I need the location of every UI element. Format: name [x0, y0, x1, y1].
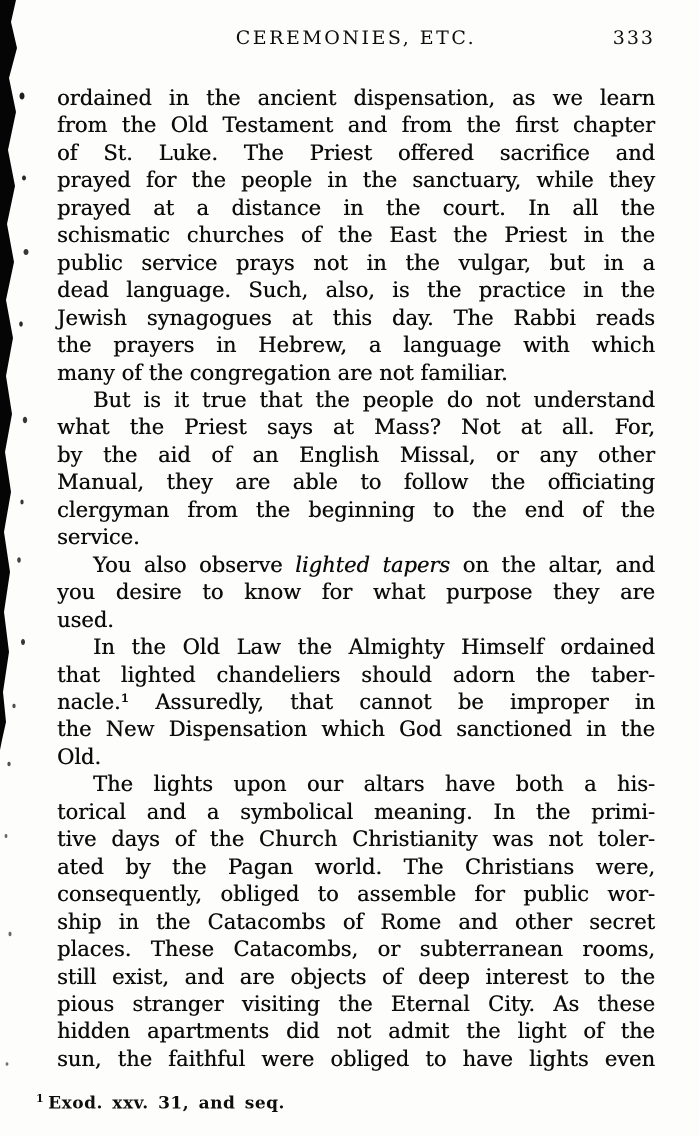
text-line: schismatic churches of the East the Priest in the — [57, 223, 655, 248]
text-line: from the Old Testament and from the first chapter — [57, 113, 655, 138]
text-line: sun, the faithful were obliged to have lights even — [57, 1046, 655, 1071]
text-line: clergyman from the beginning to the end of the — [57, 497, 655, 522]
text-line: dead language. Such, also, is the practice in the — [57, 278, 655, 303]
page-number: 333 — [612, 27, 655, 49]
text-line: the New Dispensation which God sanctioned in the — [57, 717, 655, 742]
running-header — [57, 27, 655, 55]
paragraph — [57, 85, 655, 387]
text-line: consequently, obliged to assemble for public wor- — [57, 882, 655, 907]
text-line: The lights upon our altars have both a his- — [93, 772, 655, 797]
text-line: public service prays not in the vulgar, but in a — [57, 250, 655, 275]
text-line: by the aid of an English Missal, or any other — [57, 442, 655, 467]
text-line: still exist, and are objects of deep interest to the — [57, 964, 655, 989]
text-line: prayed for the people in the sanctuary, while they — [57, 168, 655, 193]
text-line: Jewish synagogues at this day. The Rabbi reads — [57, 305, 655, 330]
text-line: ated by the Pagan world. The Christians were, — [57, 854, 655, 879]
footnote-marker: 1 — [36, 1092, 45, 1105]
text-line: places. These Catacombs, or subterranean rooms, — [57, 937, 655, 962]
text-line: many of the congregation are not familiar. — [57, 360, 508, 385]
text-line: tive days of the Church Christianity was not toler- — [57, 827, 655, 852]
text-line: In the Old Law the Almighty Himself ordained — [93, 635, 655, 660]
text-line: But is it true that the people do not understand — [93, 387, 655, 412]
text-line: ship in the Catacombs of Rome and other secret — [57, 909, 655, 934]
text-line: Old. — [57, 744, 102, 769]
paragraph — [57, 387, 655, 552]
paragraph — [57, 634, 655, 771]
text-line: You also observe lighted tapers on the altar, and — [93, 552, 655, 577]
footnote — [36, 1092, 285, 1114]
text-line: you desire to know for what purpose they are — [57, 580, 655, 605]
text-line: used. — [57, 607, 114, 632]
text-line: of St. Luke. The Priest offered sacrifice and — [57, 140, 655, 165]
text-line: hidden apartments did not admit the light of the — [57, 1019, 655, 1044]
text-line: pious stranger visiting the Eternal City. As these — [57, 991, 655, 1016]
text-line: torical and a symbolical meaning. In the primi- — [57, 799, 655, 824]
text-line: ordained in the ancient dispensation, as we learn — [57, 86, 655, 110]
scan-edge-artifact — [0, 0, 44, 1136]
text-line: what the Priest says at Mass? Not at all. For, — [57, 415, 655, 440]
paragraph — [57, 771, 655, 1073]
footnote-text: Exod. xxv. 31, and seq. — [48, 1093, 285, 1114]
text-line: the prayers in Hebrew, a language with which — [57, 333, 655, 358]
text-line: that lighted chandeliers should adorn the taber- — [57, 662, 655, 687]
text-line: prayed at a distance in the court. In all the — [57, 195, 655, 220]
paragraph — [57, 552, 655, 634]
text-line: service. — [57, 525, 140, 550]
text-line: nacle.¹ Assuredly, that cannot be improper in — [57, 689, 655, 714]
text-line: Manual, they are able to follow the officiating — [57, 470, 655, 495]
page-body — [57, 85, 655, 1073]
page-title: CEREMONIES, ETC. — [235, 27, 477, 49]
